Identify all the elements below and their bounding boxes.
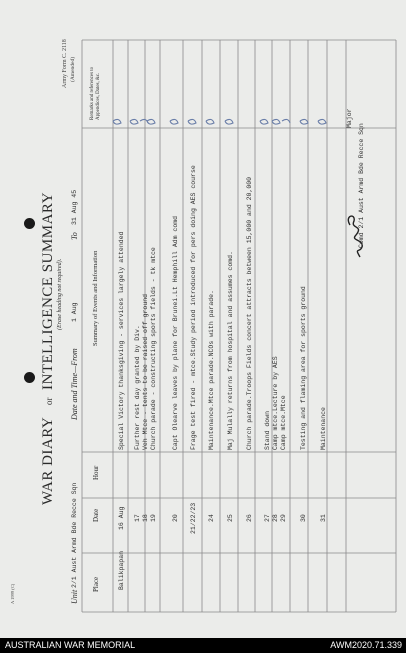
row-summary: Maj Mulally returns from hospital and assumes comd. xyxy=(227,251,234,450)
signature-rank: Major xyxy=(346,108,353,128)
row-date: 30 xyxy=(300,514,307,522)
row-date: 26 xyxy=(246,514,253,522)
remark-tick-icon xyxy=(260,119,268,124)
row-summary: Stand down xyxy=(264,410,271,450)
row-date: 19 xyxy=(150,514,157,522)
archive-footer xyxy=(0,638,406,653)
row-summary: Church parade.Troops Fields concert attracts between 15,000 and 20,000 xyxy=(246,176,253,450)
row-summary: Maintenance.Mtce parade.NCOs with parade. xyxy=(208,290,215,450)
page-title-right: INTELLIGENCE SUMMARY xyxy=(40,192,56,390)
form-code: Army Form C. 2118 xyxy=(62,39,68,88)
print-code: A 1999 (C) xyxy=(10,583,15,604)
row-date: 28 xyxy=(272,514,279,522)
row-date: 24 xyxy=(208,514,215,522)
row-summary: Special Victory thanksgiving - services largely attended xyxy=(118,231,125,450)
row-date: 27 xyxy=(264,514,271,522)
unit-value: 2/1 Aust Armd Bde Recce Sqn xyxy=(71,482,78,588)
row-date: 17 xyxy=(134,514,141,522)
row-summary: Camp mtce.Lecture by AES xyxy=(272,356,279,450)
remark-tick-icon xyxy=(225,119,233,124)
footer-institution: AUSTRALIAN WAR MEMORIAL xyxy=(5,640,136,650)
remark-tick-icon xyxy=(272,119,290,124)
column-header-remarks: Remarks and references to Appendices, Dates, &c. xyxy=(90,66,101,120)
row-date: 31 xyxy=(320,514,327,522)
remark-tick-icon xyxy=(300,119,308,124)
footer-accession: AWM2020.71.339 xyxy=(330,640,402,650)
row-summary: Frage test fired - mtce.Study period introduced for pers doing AES course xyxy=(190,165,197,450)
row-date: 29 xyxy=(280,514,287,522)
row-summary: Testing and flaming area for sports ground xyxy=(300,286,307,450)
remark-tick-icon xyxy=(206,119,214,124)
page-title-left: WAR DIARY xyxy=(40,416,56,505)
signature-title: Comd 2/1 Aust Armd Bde Recce Sqn xyxy=(358,123,365,248)
date-from-value: 1 Aug xyxy=(71,302,78,322)
row-date: 20 xyxy=(172,514,179,522)
page-subtitle: (Erase heading not required). xyxy=(57,258,63,330)
date-from-label: Date and Time—From xyxy=(70,348,79,420)
row-summary: Church parade - constructing sports fields - tk mtce xyxy=(150,247,157,450)
row-date: 16 Aug xyxy=(118,506,125,530)
column-header-hour: Hour xyxy=(92,465,100,480)
unit-label: Unit xyxy=(70,589,79,604)
remark-tick-icon xyxy=(170,119,178,124)
column-header-summary: Summary of Events and Information xyxy=(92,250,99,346)
row-summary: Veh Mtce - tents to be raised off ground xyxy=(142,293,149,450)
row-date: 18 xyxy=(142,514,149,522)
row-summary: Capt Olearve leaves by plane for Brunei.Lt Hemphill Adm comd xyxy=(172,215,179,450)
page-title-or: or xyxy=(44,397,54,405)
form-code-sub: (Amended) xyxy=(70,56,76,82)
remark-tick-icon xyxy=(147,119,155,124)
row-summary: Maintenance xyxy=(320,407,327,450)
row-place: Balikpapan xyxy=(118,550,125,590)
remark-tick-icon xyxy=(318,119,326,124)
column-header-place: Place xyxy=(92,576,100,592)
remark-tick-icon xyxy=(188,119,196,124)
remark-tick-icon xyxy=(113,119,121,124)
date-to-label: To xyxy=(70,232,79,240)
row-summary: Camp mtce.Mtce xyxy=(280,395,287,450)
column-header-date: Date xyxy=(92,508,100,522)
row-date: 25 xyxy=(227,514,234,522)
row-date: 21/22/23 xyxy=(190,502,197,534)
row-summary: Further rest day granted by Div. xyxy=(134,325,141,450)
date-to-value: 31 Aug 45 xyxy=(71,189,78,225)
